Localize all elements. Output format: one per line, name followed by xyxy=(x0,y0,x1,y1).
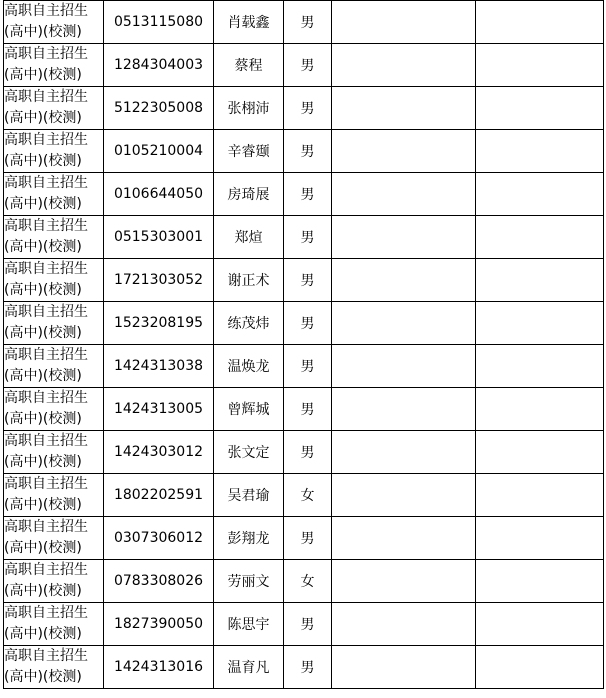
gender-cell: 男 xyxy=(284,44,332,87)
empty-cell xyxy=(332,646,476,689)
category-line2: (高中)(校测) xyxy=(4,669,82,685)
table-row xyxy=(4,1,604,44)
empty-cell xyxy=(332,388,476,431)
table-row xyxy=(4,130,604,173)
name-cell: 张文定 xyxy=(214,431,284,474)
category-line1: 高职自主招生 xyxy=(4,218,88,234)
gender-cell: 男 xyxy=(284,431,332,474)
name-cell: 曾辉城 xyxy=(214,388,284,431)
name-cell: 肖载鑫 xyxy=(214,1,284,44)
gender-cell: 男 xyxy=(284,517,332,560)
category-line2: (高中)(校测) xyxy=(4,454,82,470)
empty-cell xyxy=(476,517,604,560)
exam-id-cell: 1424303012 xyxy=(104,431,214,474)
empty-cell xyxy=(476,302,604,345)
name-cell: 温育凡 xyxy=(214,646,284,689)
category-line1: 高职自主招生 xyxy=(4,648,88,664)
gender-cell: 男 xyxy=(284,646,332,689)
name-cell: 温焕龙 xyxy=(214,345,284,388)
empty-cell xyxy=(476,87,604,130)
exam-id-cell: 0513115080 xyxy=(104,1,214,44)
empty-cell xyxy=(476,216,604,259)
category-line2: (高中)(校测) xyxy=(4,626,82,642)
name-cell: 张栩沛 xyxy=(214,87,284,130)
empty-cell xyxy=(332,1,476,44)
category-line2: (高中)(校测) xyxy=(4,540,82,556)
gender-cell: 男 xyxy=(284,259,332,302)
exam-id-cell: 1424313016 xyxy=(104,646,214,689)
empty-cell xyxy=(332,259,476,302)
category-cell xyxy=(4,302,104,345)
name-cell: 郑煊 xyxy=(214,216,284,259)
category-cell xyxy=(4,431,104,474)
empty-cell xyxy=(332,560,476,603)
gender-cell: 男 xyxy=(284,173,332,216)
name-cell: 彭翔龙 xyxy=(214,517,284,560)
empty-cell xyxy=(476,345,604,388)
name-cell: 房琦展 xyxy=(214,173,284,216)
exam-id-cell: 1424313005 xyxy=(104,388,214,431)
category-cell xyxy=(4,560,104,603)
category-cell xyxy=(4,517,104,560)
gender-cell: 女 xyxy=(284,474,332,517)
table-row xyxy=(4,431,604,474)
exam-id-cell: 0515303001 xyxy=(104,216,214,259)
gender-cell: 男 xyxy=(284,603,332,646)
empty-cell xyxy=(332,431,476,474)
category-line1: 高职自主招生 xyxy=(4,261,88,277)
exam-id-cell: 1802202591 xyxy=(104,474,214,517)
table-body xyxy=(4,1,604,689)
empty-cell xyxy=(332,44,476,87)
exam-id-cell: 0307306012 xyxy=(104,517,214,560)
exam-id-cell: 0783308026 xyxy=(104,560,214,603)
category-line2: (高中)(校测) xyxy=(4,583,82,599)
category-line2: (高中)(校测) xyxy=(4,282,82,298)
table-row xyxy=(4,44,604,87)
category-cell xyxy=(4,1,104,44)
table-row xyxy=(4,173,604,216)
empty-cell xyxy=(476,431,604,474)
name-cell: 劳丽文 xyxy=(214,560,284,603)
category-cell xyxy=(4,259,104,302)
category-cell xyxy=(4,345,104,388)
category-cell xyxy=(4,87,104,130)
category-line1: 高职自主招生 xyxy=(4,390,88,406)
empty-cell xyxy=(332,216,476,259)
category-line2: (高中)(校测) xyxy=(4,368,82,384)
gender-cell: 男 xyxy=(284,130,332,173)
empty-cell xyxy=(332,87,476,130)
exam-id-cell: 0105210004 xyxy=(104,130,214,173)
table-row xyxy=(4,388,604,431)
exam-id-cell: 1284304003 xyxy=(104,44,214,87)
gender-cell: 男 xyxy=(284,1,332,44)
empty-cell xyxy=(332,345,476,388)
gender-cell: 男 xyxy=(284,345,332,388)
table-row xyxy=(4,646,604,689)
exam-id-cell: 1523208195 xyxy=(104,302,214,345)
exam-id-cell: 1424313038 xyxy=(104,345,214,388)
empty-cell xyxy=(332,130,476,173)
empty-cell xyxy=(476,646,604,689)
empty-cell xyxy=(476,560,604,603)
name-cell: 谢正术 xyxy=(214,259,284,302)
empty-cell xyxy=(476,259,604,302)
table-row xyxy=(4,216,604,259)
empty-cell xyxy=(332,302,476,345)
exam-id-cell: 0106644050 xyxy=(104,173,214,216)
category-line1: 高职自主招生 xyxy=(4,605,88,621)
category-line1: 高职自主招生 xyxy=(4,562,88,578)
category-line2: (高中)(校测) xyxy=(4,153,82,169)
category-line2: (高中)(校测) xyxy=(4,67,82,83)
name-cell: 辛睿颋 xyxy=(214,130,284,173)
category-line1: 高职自主招生 xyxy=(4,132,88,148)
name-cell: 蔡程 xyxy=(214,44,284,87)
name-cell: 吴君瑜 xyxy=(214,474,284,517)
table-row xyxy=(4,302,604,345)
category-cell xyxy=(4,130,104,173)
category-cell xyxy=(4,388,104,431)
name-cell: 练茂炜 xyxy=(214,302,284,345)
empty-cell xyxy=(332,517,476,560)
gender-cell: 男 xyxy=(284,388,332,431)
table-row xyxy=(4,87,604,130)
table-row xyxy=(4,603,604,646)
table-row xyxy=(4,474,604,517)
gender-cell: 男 xyxy=(284,302,332,345)
category-line1: 高职自主招生 xyxy=(4,519,88,535)
empty-cell xyxy=(476,474,604,517)
category-cell xyxy=(4,173,104,216)
category-line2: (高中)(校测) xyxy=(4,411,82,427)
empty-cell xyxy=(476,1,604,44)
empty-cell xyxy=(332,603,476,646)
exam-id-cell: 5122305008 xyxy=(104,87,214,130)
empty-cell xyxy=(476,44,604,87)
table-row xyxy=(4,560,604,603)
category-line1: 高职自主招生 xyxy=(4,3,88,19)
category-line1: 高职自主招生 xyxy=(4,476,88,492)
category-cell xyxy=(4,474,104,517)
empty-cell xyxy=(476,130,604,173)
gender-cell: 女 xyxy=(284,560,332,603)
student-table xyxy=(3,0,604,689)
category-line2: (高中)(校测) xyxy=(4,497,82,513)
exam-id-cell: 1721303052 xyxy=(104,259,214,302)
category-line1: 高职自主招生 xyxy=(4,304,88,320)
category-cell xyxy=(4,216,104,259)
table-row xyxy=(4,259,604,302)
name-cell: 陈思宇 xyxy=(214,603,284,646)
category-line1: 高职自主招生 xyxy=(4,175,88,191)
category-line1: 高职自主招生 xyxy=(4,433,88,449)
gender-cell: 男 xyxy=(284,216,332,259)
category-cell xyxy=(4,646,104,689)
category-line2: (高中)(校测) xyxy=(4,24,82,40)
empty-cell xyxy=(332,173,476,216)
category-cell xyxy=(4,603,104,646)
empty-cell xyxy=(476,173,604,216)
category-line2: (高中)(校测) xyxy=(4,325,82,341)
exam-id-cell: 1827390050 xyxy=(104,603,214,646)
empty-cell xyxy=(476,388,604,431)
category-line1: 高职自主招生 xyxy=(4,89,88,105)
category-line1: 高职自主招生 xyxy=(4,46,88,62)
table-row xyxy=(4,345,604,388)
empty-cell xyxy=(332,474,476,517)
category-cell xyxy=(4,44,104,87)
category-line2: (高中)(校测) xyxy=(4,239,82,255)
table-row xyxy=(4,517,604,560)
category-line2: (高中)(校测) xyxy=(4,196,82,212)
empty-cell xyxy=(476,603,604,646)
category-line1: 高职自主招生 xyxy=(4,347,88,363)
gender-cell: 男 xyxy=(284,87,332,130)
category-line2: (高中)(校测) xyxy=(4,110,82,126)
